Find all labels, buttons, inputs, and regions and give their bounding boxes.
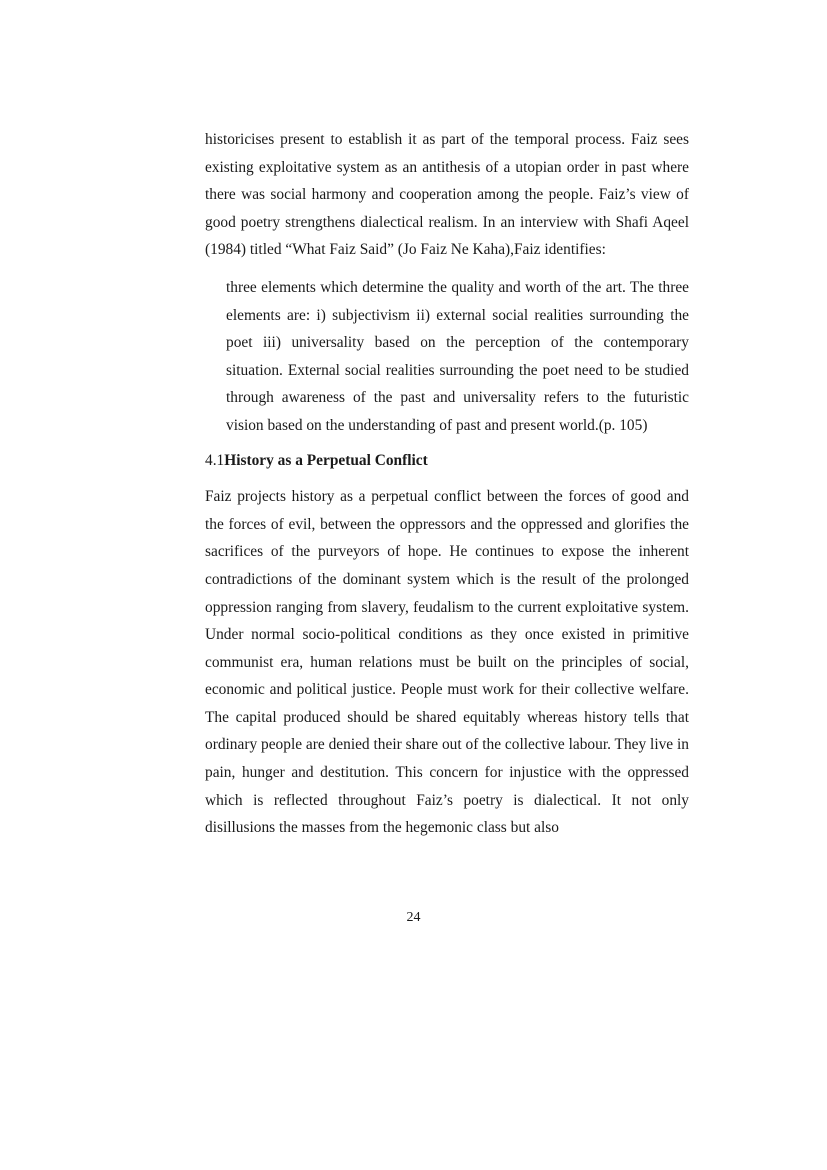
page-number: 24: [406, 910, 421, 925]
section-title: History as a Perpetual Conflict: [224, 451, 428, 469]
section-number: 4.1: [205, 451, 225, 469]
paragraph-intro: historicises present to establish it as part of the temporal process. Faiz sees existing exploitative system as an antithesis of a utopian order in past where there was social harmony and cooperation among the people. Faiz’s view of good poetry strengthens dialectical realism. In an interview with Shafi Aqeel (1984) titled “What Faiz Said” (Jo Faiz Ne Kaha),Faiz identifies:: [205, 131, 689, 259]
section-heading: [205, 447, 689, 475]
page-body: [205, 126, 689, 842]
paragraph-history: Faiz projects history as a perpetual conflict between the forces of good and the forces of evil, between the oppressors and the oppressed and glorifies the sacrifices of the purveyors of hope. He continues to expose the inherent contradictions of the dominant system which is the result of the prolonged oppression ranging from slavery, feudalism to the current exploitative system. Under normal socio-political conditions as they once existed in primitive communist era, human relations must be built on the principles of social, economic and political justice. People must work for their collective welfare. The capital produced should be shared equitably whereas history tells that ordinary people are denied their share out of the collective labour. They live in pain, hunger and destitution. This concern for injustice with the oppressed which is reflected throughout Faiz’s poetry is dialectical. It not only disillusions the masses from the hegemonic class but also: [205, 488, 689, 837]
block-quote: three elements which determine the quality and worth of the art. The three elements are: i) subjectivism ii) external social realities surrounding the poet iii) universality based on the perception of the contemporary situation. External social realities surrounding the poet need to be studied through awareness of the past and universality refers to the futuristic vision based on the understanding of past and present world.(p. 105): [226, 278, 689, 434]
